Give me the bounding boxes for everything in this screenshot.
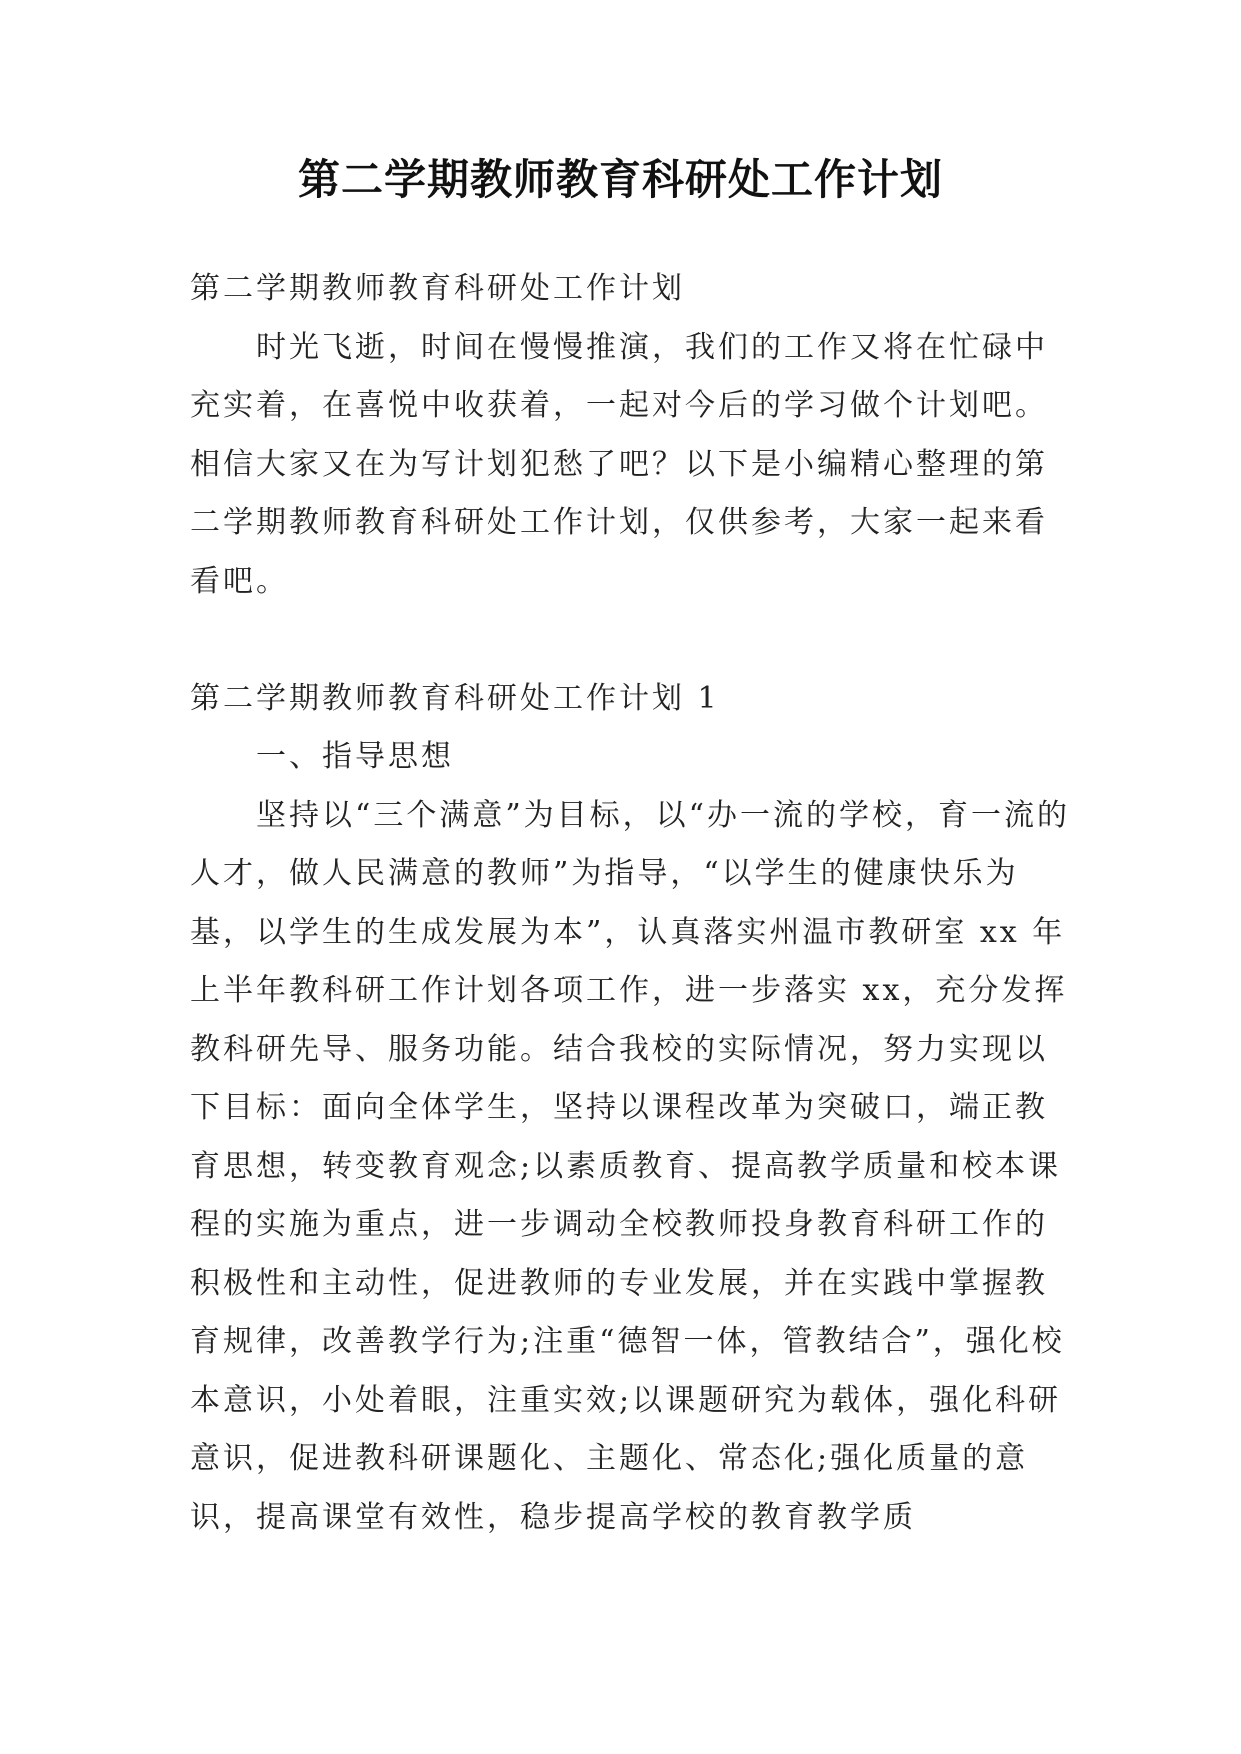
- section-heading: 第二学期教师教育科研处工作计划 1: [190, 680, 720, 716]
- intro-heading: 第二学期教师教育科研处工作计划: [190, 271, 685, 306]
- document-body: [190, 260, 1070, 1547]
- paragraph-gap: [190, 611, 1070, 670]
- subsection-heading: 一、指导思想: [256, 739, 454, 774]
- guiding-principles-paragraph: 坚持以“三个满意”为目标，以“办一流的学校，育一流的人才，做人民满意的教师”为指导，“以学生的健康快乐为基，以学生的生成发展为本”，认真落实州温市教研室 xx 年上半年教科研工作计划各项工作，进一步落实 xx，充分发挥教科研先导、服务功能。结合我校的实际情况，努力实现以下目标：面向全体学生，坚持以课程改革为突破口，端正教育思想，转变教育观念;以素质教育、提高教学质量和校本课程的实施为重点，进一步调动全校教师投身教育科研工作的积极性和主动性，促进教师的专业发展，并在实践中掌握教育规律，改善教学行为;注重“德智一体，管教结合”，强化校本意识，小处着眼，注重实效;以课题研究为载体，强化科研意识，促进教科研课题化、主题化、常态化;强化质量的意识，提高课堂有效性，稳步提高学校的教育教学质: [190, 797, 1071, 1535]
- document-title: 第二学期教师教育科研处工作计划: [297, 155, 943, 204]
- intro-paragraph: 时光飞逝，时间在慢慢推演，我们的工作又将在忙碌中充实着，在喜悦中收获着，一起对今后的学习做个计划吧。相信大家又在为写计划犯愁了吧？以下是小编精心整理的第二学期教师教育科研处工作计划，仅供参考，大家一起来看看吧。: [190, 329, 1048, 599]
